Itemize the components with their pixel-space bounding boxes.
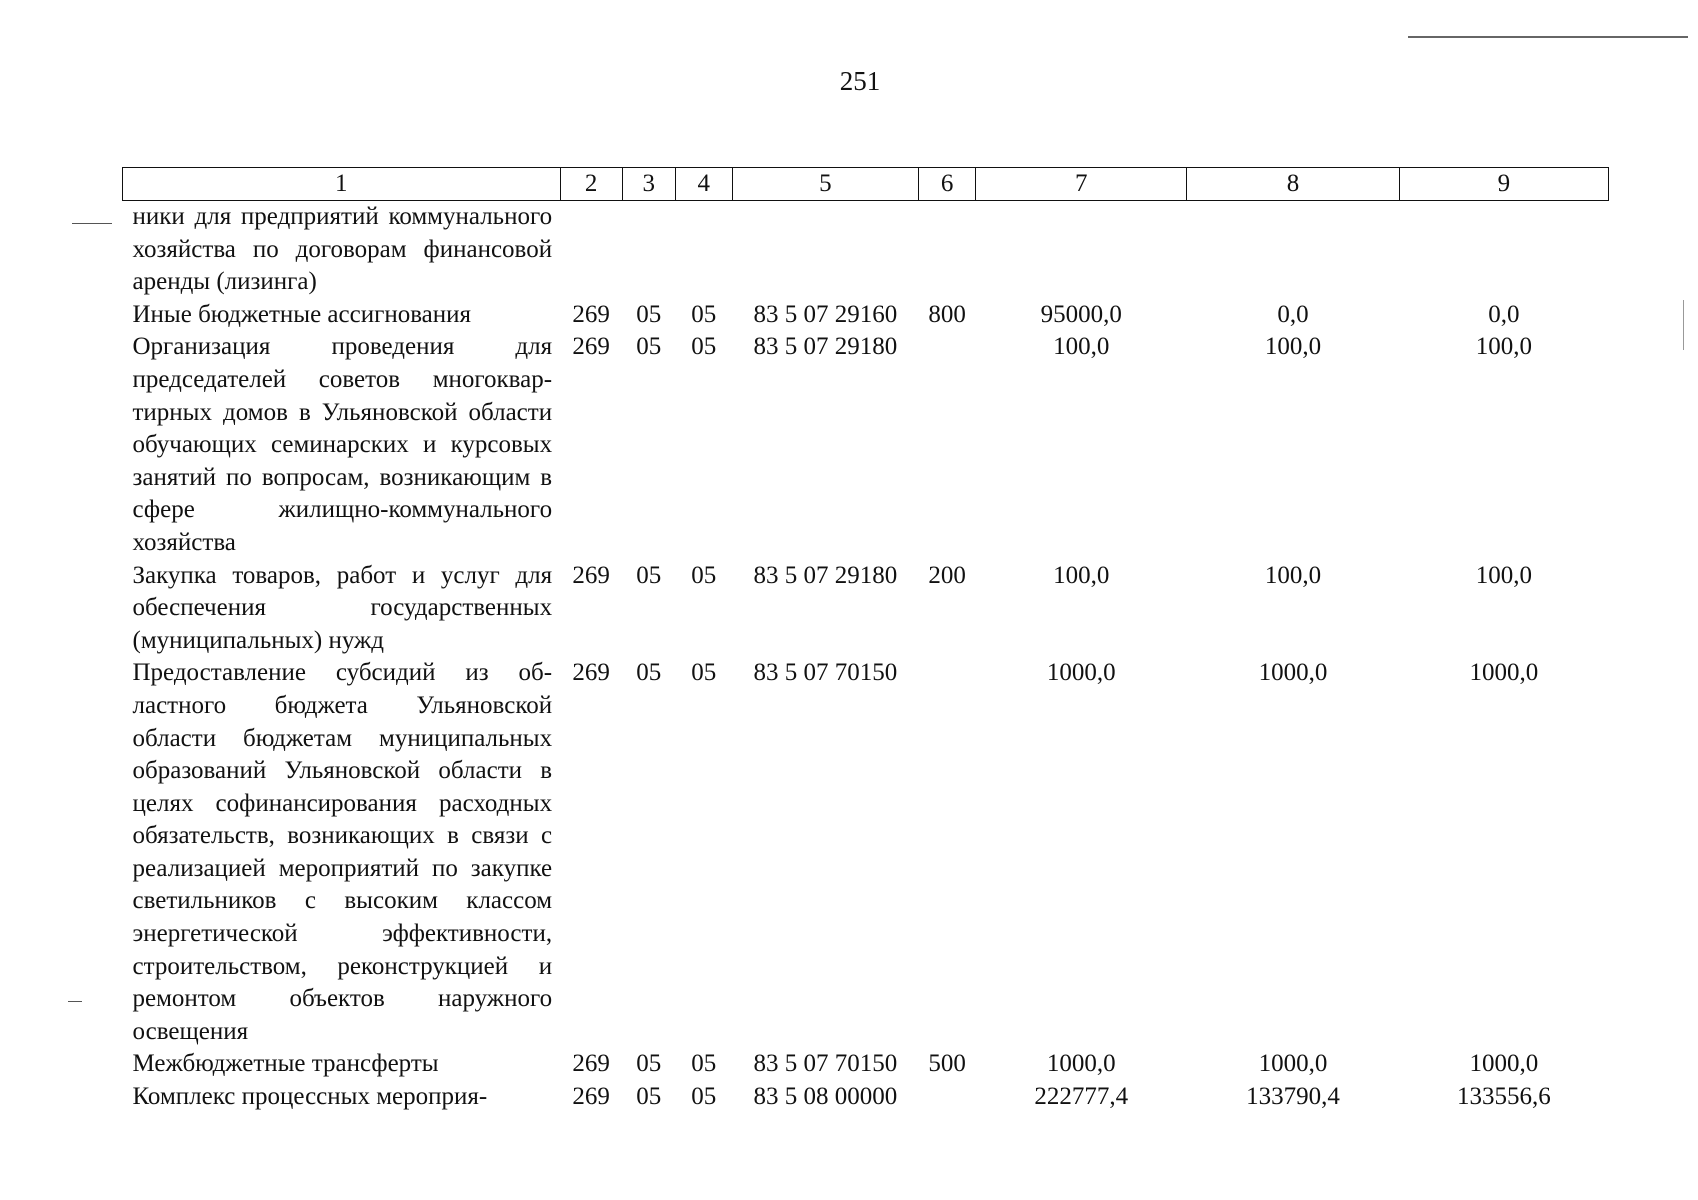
scan-artifact-left-dash	[72, 223, 112, 224]
cell-c4: 05	[691, 300, 717, 328]
cell-c9: 100,0	[1475, 333, 1532, 361]
table-row	[123, 1081, 1609, 1114]
cell-c5: 83 5 07 29180	[753, 561, 898, 589]
column-header-5: 5	[732, 168, 918, 201]
cell-c3: 05	[636, 333, 662, 361]
cell-c3: 05	[636, 1050, 662, 1078]
cell-c3: 05	[636, 659, 662, 687]
cell-c4: 05	[691, 659, 717, 687]
table-row	[123, 201, 1609, 299]
scan-artifact-right-edge	[1683, 300, 1684, 350]
column-header-2: 2	[560, 168, 622, 201]
cell-c4: 05	[691, 333, 717, 361]
page-number: 251	[839, 66, 881, 96]
cell-c2: 269	[572, 1083, 610, 1111]
cell-c4: 05	[691, 561, 717, 589]
cell-c9: 0,0	[1488, 300, 1520, 328]
row-name: ники для предприятий коммунального хозяйства по договорам финансовой аренды (лизинга)	[132, 203, 553, 296]
cell-c6	[919, 1081, 976, 1114]
table-row	[123, 560, 1609, 658]
cell-c3: 05	[636, 1083, 662, 1111]
cell-c8: 1000,0	[1258, 1050, 1328, 1078]
column-header-3: 3	[622, 168, 675, 201]
row-name: Комплекс процессных мероприя-	[132, 1083, 488, 1111]
column-header-1: 1	[123, 168, 561, 201]
cell-c6: 800	[928, 300, 966, 328]
cell-c5: 83 5 07 70150	[753, 1050, 898, 1078]
cell-c4	[675, 201, 732, 299]
cell-c7: 222777,4	[1034, 1083, 1129, 1111]
row-name: Организация проведения для председателей советов многоквартирных домов в Ульяновской области обучающих семинарских и курсовых занятий по вопросам, возникающим в сфере жилищно-коммунального хозяйства	[132, 333, 553, 556]
column-header-4: 4	[675, 168, 732, 201]
table-header	[123, 168, 1609, 201]
table-row	[123, 1048, 1609, 1081]
cell-c7	[976, 201, 1187, 299]
column-header-7: 7	[976, 168, 1187, 201]
table-row	[123, 299, 1609, 332]
cell-c6: 200	[928, 561, 966, 589]
cell-c8: 0,0	[1277, 300, 1309, 328]
cell-c2: 269	[572, 659, 610, 687]
cell-c2: 269	[572, 300, 610, 328]
cell-c9: 1000,0	[1469, 659, 1539, 687]
cell-c8	[1187, 201, 1399, 299]
cell-c6: 500	[928, 1050, 966, 1078]
cell-c7: 1000,0	[1046, 1050, 1116, 1078]
cell-c6	[919, 201, 976, 299]
row-name: Предоставление субсидий из областного бюджета Ульяновской области бюджетам муниципальных образований Ульяновской области в целях софинансирования расходных обязательств, возникающих в связи с реализацией мероприятий по закупке светильников с высоким классом энергетической эффективности, строительством, реконструкцией и ремонтом объектов наружного освещения	[132, 659, 553, 1045]
cell-c8: 1000,0	[1258, 659, 1328, 687]
cell-c5	[732, 201, 918, 299]
cell-c5: 83 5 08 00000	[753, 1083, 898, 1111]
cell-c5: 83 5 07 29160	[753, 300, 898, 328]
cell-c3: 05	[636, 561, 662, 589]
cell-c9: 133556,6	[1456, 1083, 1551, 1111]
cell-c6	[919, 331, 976, 559]
cell-c4: 05	[691, 1050, 717, 1078]
cell-c6	[919, 657, 976, 1048]
cell-c7: 1000,0	[1046, 659, 1116, 687]
table-row	[123, 657, 1609, 1048]
table-row	[123, 331, 1609, 559]
scan-artifact-top-right	[1408, 36, 1688, 38]
cell-c8: 133790,4	[1246, 1083, 1340, 1111]
cell-c7: 100,0	[1053, 333, 1110, 361]
budget-table	[122, 167, 1609, 1114]
row-name: Иные бюджетные ассигнования	[132, 300, 472, 328]
cell-c2: 269	[572, 561, 610, 589]
column-header-9: 9	[1399, 168, 1608, 201]
cell-c8: 100,0	[1264, 561, 1322, 589]
row-name: Межбюджетные трансферты	[132, 1050, 439, 1078]
cell-c4: 05	[691, 1083, 717, 1111]
cell-c9: 1000,0	[1469, 1050, 1539, 1078]
cell-c9: 100,0	[1475, 561, 1532, 589]
cell-c2: 269	[572, 333, 610, 361]
cell-c7: 95000,0	[1040, 300, 1122, 328]
column-header-8: 8	[1187, 168, 1399, 201]
cell-c3: 05	[636, 300, 662, 328]
cell-c3	[622, 201, 675, 299]
cell-c2: 269	[572, 1050, 610, 1078]
cell-c2	[560, 201, 622, 299]
row-name: Закупка товаров, работ и услуг для обеспечения государственных (муниципальных) нужд	[132, 561, 553, 654]
cell-c5: 83 5 07 70150	[753, 659, 898, 687]
cell-c5: 83 5 07 29180	[753, 333, 898, 361]
scan-artifact-left-mark	[68, 1001, 82, 1002]
cell-c9	[1399, 201, 1608, 299]
cell-c7: 100,0	[1053, 561, 1110, 589]
column-header-6: 6	[919, 168, 976, 201]
cell-c8: 100,0	[1264, 333, 1322, 361]
